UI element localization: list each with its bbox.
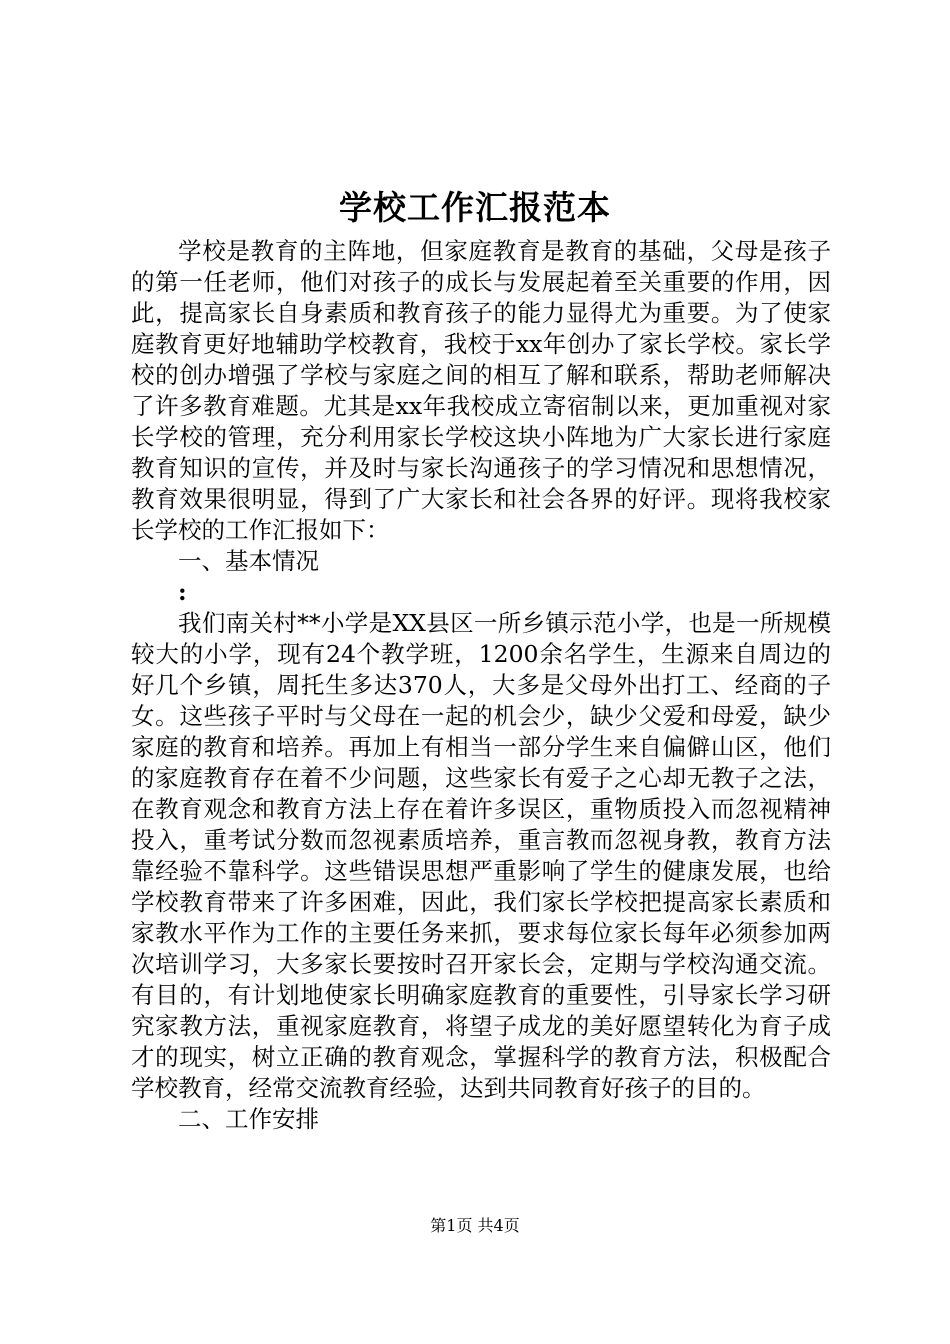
colon-mark: : xyxy=(178,578,187,606)
document-body xyxy=(131,236,831,1135)
basic-info-paragraph: 我们南关村**小学是XX县区一所乡镇示范小学，也是一所规模较大的小学，现有24个教学班，1200余名学生，生源来自周边的好几个乡镇，周托生多达370人，大多是父母外出打工、经商的子女。这些孩子平时与父母在一起的机会少，缺少父爱和母爱，缺少家庭的教育和培养。再加上有相当一部分学生来自偏僻山区，他们的家庭教育存在着不少问题，这些家长有爱子之心却无教子之法，在教育观念和教育方法上存在着许多误区，重物质投入而忽视精神投入，重考试分数而忽视素质培养，重言教而忽视身教，教育方法靠经验不靠科学。这些错误思想严重影响了学生的健康发展，也给学校教育带来了许多困难，因此，我们家长学校把提高家长素质和家教水平作为工作的主要任务来抓，要求每位家长每年必须参加两次培训学习，大多家长要按时召开家长会，定期与学校沟通交流。有目的，有计划地使家长明确家庭教育的重要性，引导家长学习研究家教方法，重视家庭教育，将望子成龙的美好愿望转化为育子成才的现实，树立正确的教育观念，掌握科学的教育方法，积极配合学校教育，经常交流教育经验，达到共同教育好孩子的目的。 xyxy=(131,609,831,1102)
document-title: 学校工作汇报范本 xyxy=(339,188,611,227)
section-heading-basic: 一、基本情况 xyxy=(178,547,319,575)
intro-paragraph: 学校是教育的主阵地，但家庭教育是教育的基础，父母是孩子的第一任老师，他们对孩子的成长与发展起着至关重要的作用，因此，提高家长自身素质和教育孩子的能力显得尤为重要。为了使家庭教育更好地辅助学校教育，我校于xx年创办了家长学校。家长学校的创办增强了学校与家庭之间的相互了解和联系，帮助老师解决了许多教育难题。尤其是xx年我校成立寄宿制以来，更加重视对家长学校的管理，充分利用家长学校这块小阵地为广大家长进行家庭教育知识的宣传，并及时与家长沟通孩子的学习情况和思想情况，教育效果很明显，得到了广大家长和社会各界的好评。现将我校家长学校的工作汇报如下： xyxy=(131,237,831,544)
page-footer: 第1页 共4页 xyxy=(430,1216,520,1235)
section-heading-work: 二、工作安排 xyxy=(178,1105,319,1133)
